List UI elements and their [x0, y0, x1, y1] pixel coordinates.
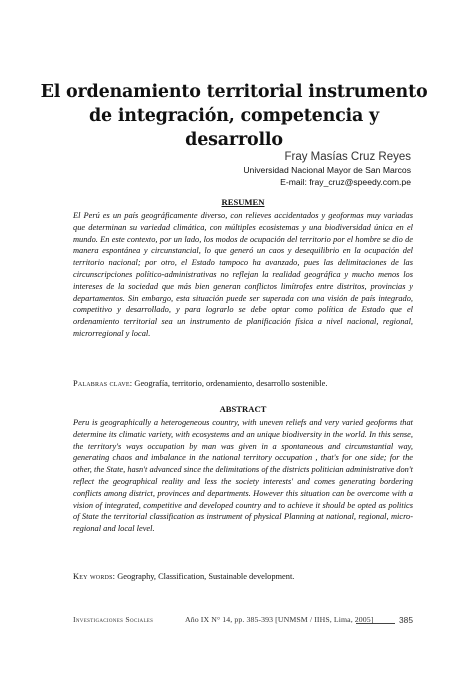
footer-journal-name: Investigaciones Sociales [73, 615, 154, 624]
keywords-en-values: Geography, Classification, Sustainable development. [117, 572, 295, 581]
abstract-heading: ABSTRACT [219, 404, 267, 414]
author-email: E-mail: fray_cruz@speedy.com.pe [280, 177, 411, 187]
author-name: Fray Masías Cruz Reyes [284, 151, 411, 163]
footer-page-number: 385 [399, 615, 413, 625]
author-block [243, 150, 411, 188]
keywords-es-label: Palabras clave: [73, 379, 133, 388]
footer-rule [356, 623, 395, 624]
author-affiliation: Universidad Nacional Mayor de San Marcos [243, 165, 411, 175]
footer-issue-info: Año IX N° 14, pp. 385-393 [UNMSM / IIHS, Lima, 2005] [185, 615, 374, 624]
page-footer [73, 615, 413, 627]
resumen-text: El Perú es un país geográficamente diverso, con relieves accidentados y geoformas muy variadas que determinan su variedad climática, con múltiples ecosistemas y una biodiversidad única en el mundo. En este contexto, por un lado, los modos de ocupación del territorio por el hombre se dio de manera espontánea y circunstancial, lo que generó un caos y desequilibrio en la ocupación del territorio nacional; por otro, el Estado tampoco ha avanzado, pues las delimitaciones de las circunscripciones político-administrativas no reflejan la realidad geográfica y mucho menos los intereses de la sociedad que más bien generan conflictos limítrofes entre distritos, provincias y departamentos. Sin embargo, esta situación puede ser superada con una visión de país integrado, competitivo y desarrollado, y para lograrlo se debe optar como política de Estado que el ordenamiento territorial sea un instrumento de planificación física a nivel nacional, regional, microrregional y local. [73, 211, 413, 338]
keywords-es [73, 378, 413, 389]
keywords-en [73, 571, 413, 582]
keywords-en-label: Key words: [73, 572, 116, 581]
abstract-text: Peru is geographically a heterogeneous country, with uneven reliefs and very varied geoforms that determine its climatic variety, with ecosystems and an unique biodiversity in the world. In this sense, the territory's ways occupation by man was given in a spontaneous and circumstantial way, generating chaos and imbalance in the national territory occupation , that's for one side; for the other, the State, hasn't advanced since the delimitations of the districts politician administrative don't reflect the geographical reality and less the society interests' and comes generating bordering conflicts among district, provinces and departments. However this situation can be overcome with a vision of integrated, competitive and developed country and to achieve it should be opted as politics of State the territorial classification as instrument of physical Planning at national, regional, micro-regional and local level. [73, 418, 413, 534]
resumen-heading: RESUMEN [221, 197, 265, 207]
paper-title: El ordenamiento territorial instrumento de integración, competencia y desarrollo [40, 82, 428, 150]
keywords-es-values: Geografía, territorio, ordenamiento, desarrollo sostenible. [134, 379, 328, 388]
